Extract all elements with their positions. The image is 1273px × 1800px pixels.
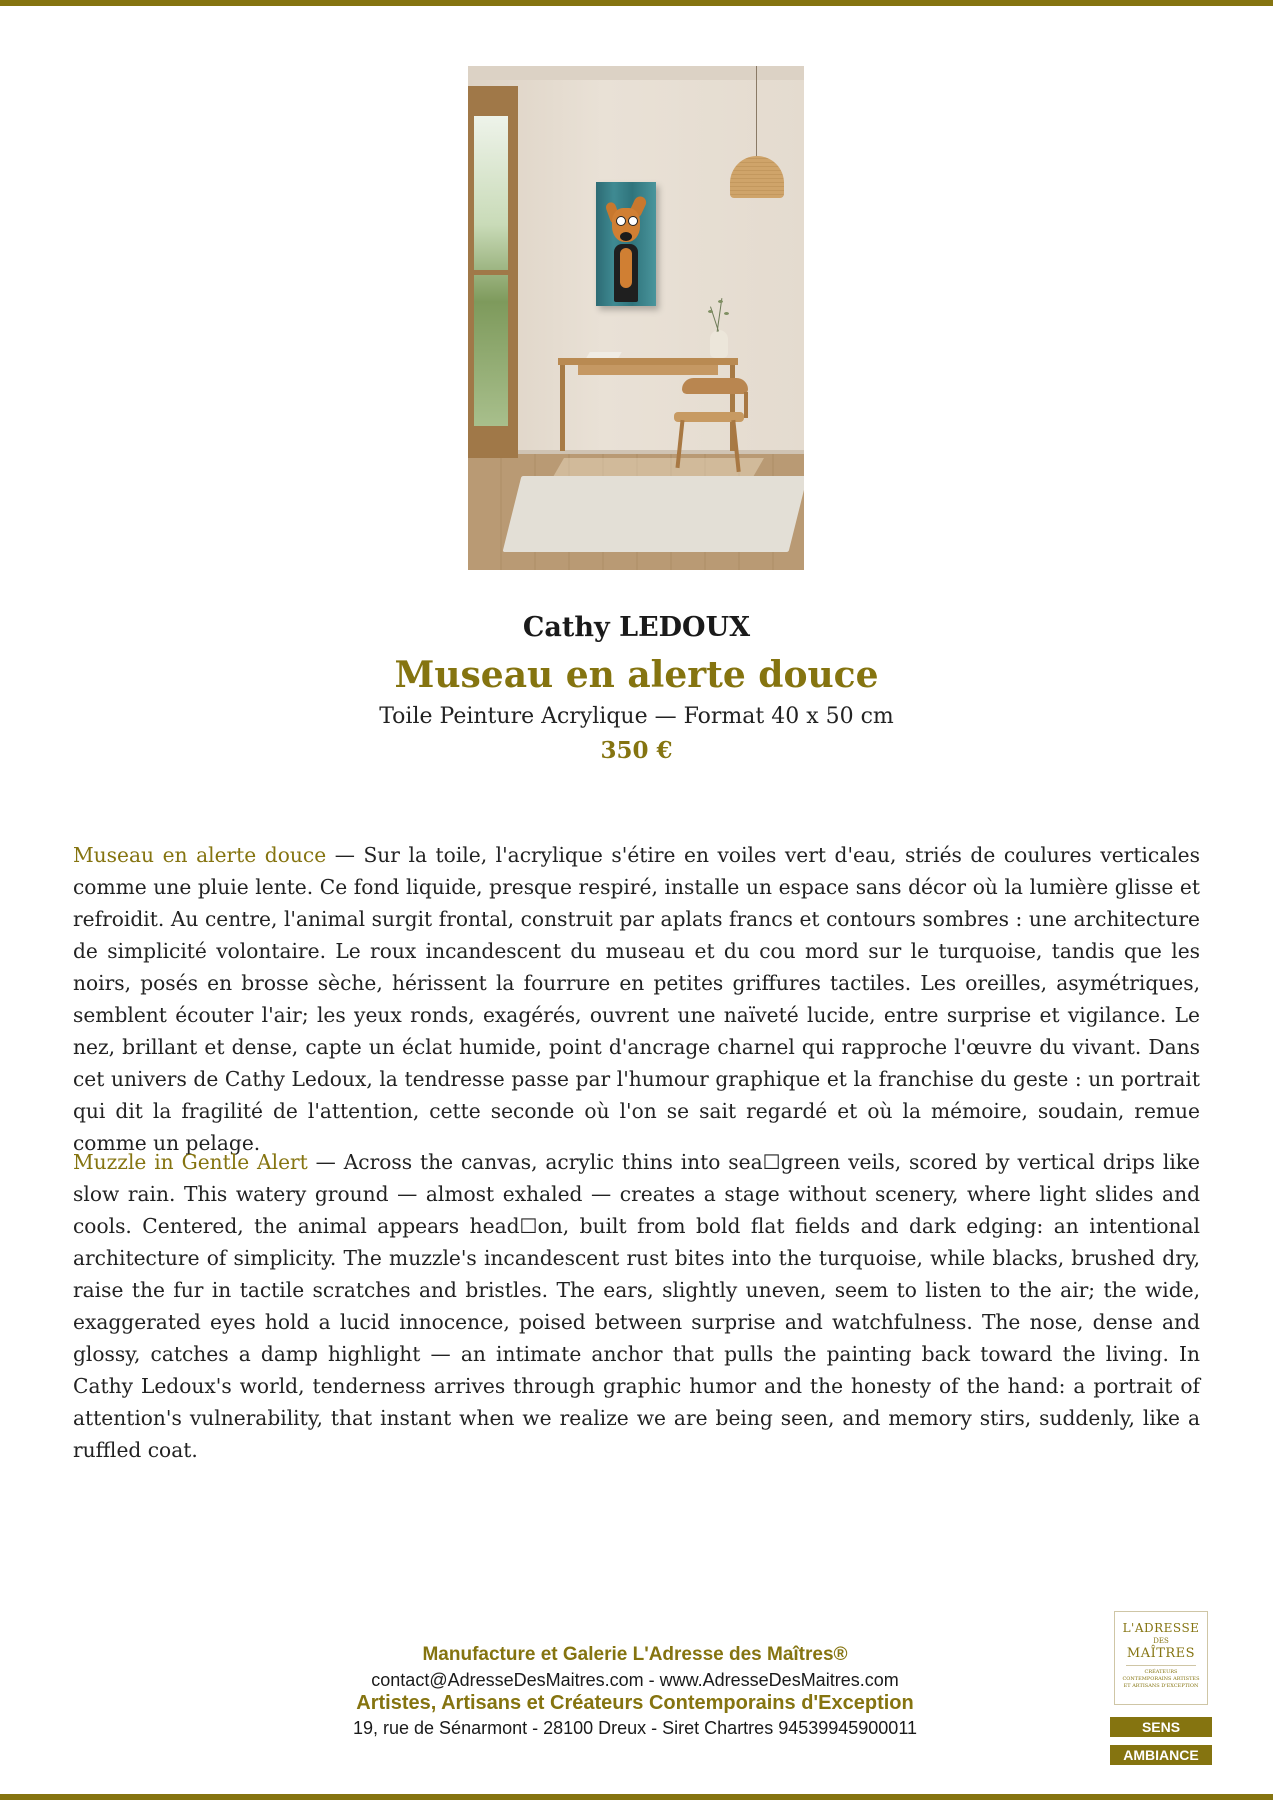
- dog-painting: [596, 182, 656, 306]
- chair-back: [682, 378, 748, 394]
- logo-line-3: MAÎTRES: [1126, 1646, 1196, 1661]
- footer-contact: contact@AdresseDesMaitres.com - www.AdresseDesMaitres.com: [371, 1670, 899, 1690]
- dog-chest: [620, 248, 632, 288]
- footer-tagline: Artistes, Artisans et Créateurs Contemporains d'Exception: [356, 1692, 914, 1714]
- gallery-logo: [1114, 1611, 1208, 1705]
- desk-leg: [560, 365, 565, 451]
- tag-sens: SENS: [1110, 1717, 1212, 1737]
- description-en: [73, 1146, 1200, 1466]
- artwork-title: Museau en alerte douce: [394, 654, 879, 696]
- artist-name: Cathy LEDOUX: [522, 612, 751, 643]
- leaf: [708, 310, 713, 313]
- lamp-cord: [756, 66, 757, 158]
- logo-line-4: CRÉATEURS CONTEMPORAINS ARTISTES ET ARTISANS D'EXCEPTION: [1122, 1669, 1200, 1689]
- description-en-text: — Across the canvas, acrylic thins into sea☐green veils, scored by vertical drips like slow rain. This watery ground — almost exhaled — creates a stage without scenery, where light slides and cools. Centered, the animal appears head☐on, built from bold flat fields and dark edging: an intentional architecture of simplicity. The muzzle's incandescent rust bites into the turquoise, while blacks, brushed dry, raise the fur in tactile scratches and bristles. The ears, slightly uneven, seem to listen to the air; the wide, exaggerated eyes hold a lucid innocence, poised between surprise and watchfulness. The nose, dense and glossy, catches a damp highlight — an intimate anchor that pulls the painting back toward the living. In Cathy Ledoux's world, tenderness arrives through graphic humor and the honesty of the hand: a portrait of attention's vulnerability, that instant when we realize we are being seen, and memory stirs, suddenly, like a ruffled coat.: [73, 1150, 1200, 1462]
- desk-top: [558, 358, 738, 365]
- vase: [710, 330, 728, 358]
- tag-ambiance: AMBIANCE: [1110, 1745, 1212, 1765]
- desk-drawer: [578, 365, 718, 375]
- description-fr: [73, 839, 1200, 1159]
- description-en-lead: Muzzle in Gentle Alert: [73, 1150, 308, 1174]
- scene-ceiling: [468, 66, 804, 80]
- description-fr-text: — Sur la toile, l'acrylique s'étire en voiles vert d'eau, striés de coulures verticales comme une pluie lente. Ce fond liquide, presque respiré, installe un espace sans décor où la lumière glisse et refroidit. Au centre, l'animal surgit frontal, construit par aplats francs et contours sombres : une architecture de simplicité volontaire. Le roux incandescent du museau et du cou mord sur le turquoise, tandis que les noirs, posés en brosse sèche, hérissent la fourrure en petites griffures tactiles. Les oreilles, asymétriques, semblent écouter l'air; les yeux ronds, exagérés, ouvrent une naïveté lucide, entre surprise et vigilance. Le nez, brillant et dense, capte un éclat humide, point d'ancrage charnel qui rapproche l'œuvre du vivant. Dans cet univers de Cathy Ledoux, la tendresse passe par l'humour graphique et la franchise du geste : un portrait qui dit la fragilité de l'attention, cette seconde où l'on se sait regardé et où la mémoire, soudain, remue comme un pelage.: [73, 843, 1200, 1155]
- description-fr-lead: Museau en alerte douce: [73, 843, 327, 867]
- dog-eye-left: [616, 216, 626, 226]
- bottom-accent-bar: [0, 1794, 1273, 1800]
- footer-gallery-name: Manufacture et Galerie L'Adresse des Maîtres®: [422, 1644, 848, 1665]
- artwork-format: Toile Peinture Acrylique — Format 40 x 50 cm: [379, 704, 894, 729]
- artwork-photo: [468, 66, 804, 570]
- leaf: [724, 312, 729, 315]
- dog-nose: [620, 232, 632, 241]
- top-accent-bar: [0, 0, 1273, 6]
- artwork-price: 350 €: [600, 737, 673, 764]
- dog-eye-right: [628, 216, 638, 226]
- logo-divider: [1126, 1665, 1196, 1666]
- chair-leg: [744, 392, 748, 418]
- scene-window: [468, 86, 518, 458]
- scene-rug: [503, 476, 804, 552]
- leaf: [718, 300, 723, 303]
- footer-address: 19, rue de Sénarmont - 28100 Dreux - Siret Chartres 94539945900011: [352, 1718, 918, 1738]
- window-bar: [474, 270, 508, 275]
- logo-line-1: L'ADRESSE: [1122, 1621, 1200, 1635]
- logo-line-2: DES: [1153, 1637, 1169, 1645]
